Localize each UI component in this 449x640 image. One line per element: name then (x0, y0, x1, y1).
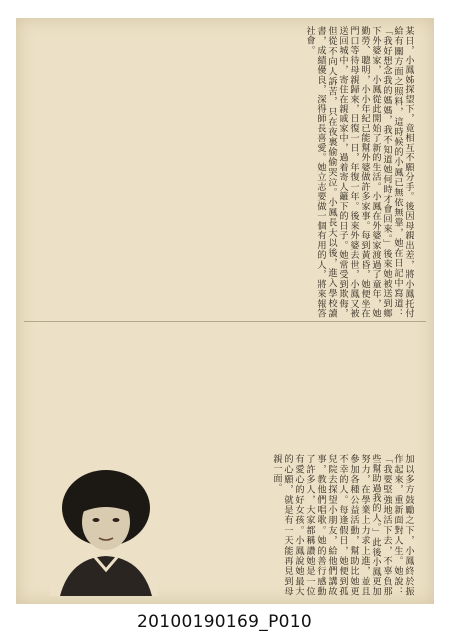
section-divider (24, 321, 426, 322)
bottom-text-columns: 加以多方鼓勵之下，小鳳終於振作起來，重新面對人生。她說：「我要堅強地活下去，不辜負那些幫助過我的人。」此後小鳳更加努力，在學業上力求上進，並且參加各種公益活動，幫助比她更不幸的人。每逢假日，她便到孤兒院去探望小朋友，給他們講故事，教他們唱歌。她的善行感動了許多人，大家都稱讚她是一位有愛心的好女孩。小鳳說她最大的心願，就是有一天能再見到母親一面。 (271, 454, 414, 596)
portrait-photo (50, 462, 158, 596)
image-caption: 20100190169_P010 (137, 612, 312, 632)
document-page (16, 18, 434, 604)
top-text-columns: 某日，小鳳姊探望下，竟相互不願分手。後因母親出差，將小鳳托付給有關方面之照料，這時候的小鳳已無依無靠，她在日記中寫道：「我好想念我的媽媽，我不知道她何時才會回來。」後來她被送到鄉下外婆家，小鳳從此開始了新的生活。小鳳在外婆家渡過了童年，她勤勞、聰明，小小年紀已能幫外婆做許多家事。每到黃昏，她便坐在門口等待母親歸來，日復一日，年復一年。後來外婆去世，小鳳又被送回城中，寄住在親戚家中，過着寄人籬下的日子。她常受到欺侮，但從不向人訴苦，只在夜裏偷偷哭泣。小鳳長大以後，進入學校讀書，成績優良，深得師長喜愛。她立志要做一個有用的人，將來報答社會。 (304, 26, 414, 318)
